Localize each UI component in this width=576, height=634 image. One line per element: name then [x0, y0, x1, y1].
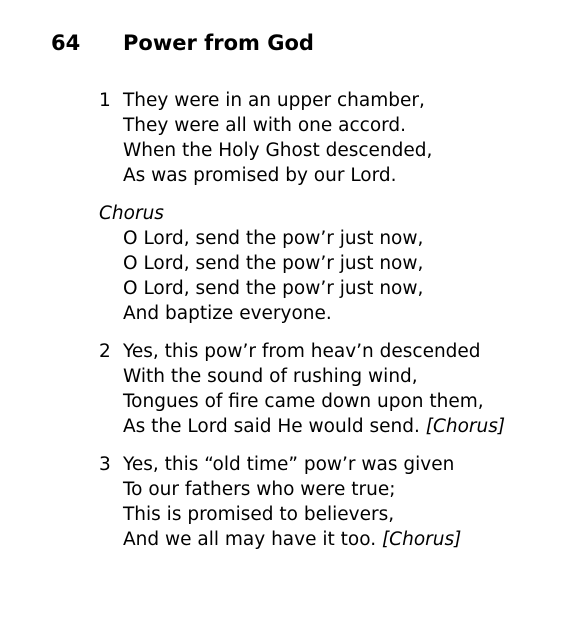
- verse-line: [99, 113, 432, 138]
- verse-line: [99, 163, 432, 188]
- verse-line-text: And we all may have it too.: [123, 529, 377, 550]
- verse-line: [99, 414, 505, 439]
- verse-line: [99, 138, 432, 163]
- chorus-label: Chorus: [99, 203, 164, 224]
- chorus-line: [99, 301, 423, 326]
- chorus-line-text: O Lord, send the pow’r just now,: [123, 228, 424, 249]
- verse-line-text: To our fathers who were true;: [123, 479, 396, 500]
- verse-line-text: Yes, this pow’r from heav’n descended: [123, 341, 481, 362]
- verse-line: [99, 477, 461, 502]
- hymn-title: Power from God: [123, 31, 314, 55]
- verse-line: [99, 389, 505, 414]
- verse-line: [99, 527, 461, 552]
- chorus: [99, 201, 423, 326]
- chorus-line-text: O Lord, send the pow’r just now,: [123, 253, 424, 274]
- chorus-cue: [Chorus]: [425, 416, 506, 437]
- hymn-number: 64: [51, 31, 81, 55]
- chorus-line: [99, 251, 423, 276]
- verse-number: 3: [99, 454, 111, 475]
- verse-line-text: With the sound of rushing wind,: [123, 366, 418, 387]
- verse-line: [99, 452, 461, 477]
- verse-line-text: When the Holy Ghost descended,: [123, 140, 433, 161]
- chorus-line-text: O Lord, send the pow’r just now,: [123, 278, 424, 299]
- verse-line: [99, 339, 505, 364]
- verse-2: [99, 339, 505, 439]
- chorus-cue: [Chorus]: [381, 529, 462, 550]
- verse-line: [99, 88, 432, 113]
- chorus-line: [99, 276, 423, 301]
- verse-line-text: Tongues of fire came down upon them,: [123, 391, 484, 412]
- verse-3: [99, 452, 461, 552]
- verse-line-text: They were all with one accord.: [123, 115, 407, 136]
- chorus-line: [99, 226, 423, 251]
- verse-line: [99, 364, 505, 389]
- verse-line: [99, 502, 461, 527]
- verse-line-text: This is promised to believers,: [123, 504, 395, 525]
- verse-line-text: As the Lord said He would send.: [123, 416, 420, 437]
- verse-line-text: As was promised by our Lord.: [123, 165, 397, 186]
- verse-line-text: They were in an upper chamber,: [123, 90, 425, 111]
- verse-number: 2: [99, 341, 111, 362]
- verse-1: [99, 88, 432, 188]
- chorus-line-text: And baptize everyone.: [123, 303, 332, 324]
- verse-line-text: Yes, this “old time” pow’r was given: [123, 454, 455, 475]
- verse-number: 1: [99, 90, 111, 111]
